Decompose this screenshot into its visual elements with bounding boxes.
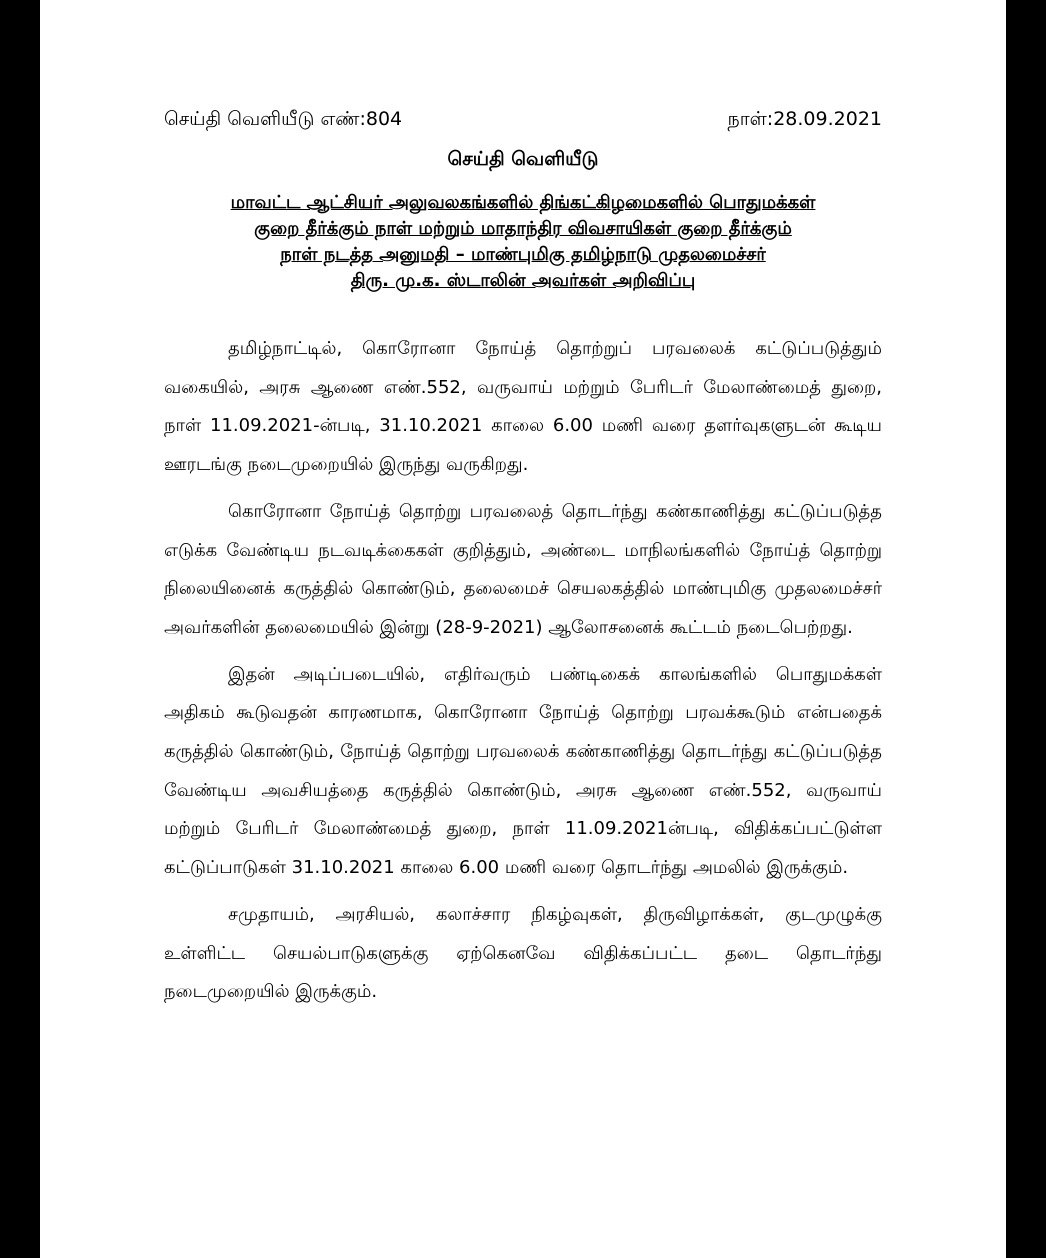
document-body: [164, 330, 882, 1020]
paragraph: தமிழ்நாட்டில், கொரோனா நோய்த் தொற்றுப் பரவலைக் கட்டுப்படுத்தும் வகையில், அரசு ஆணை எண்.552, வருவாய் மற்றும் பேரிடர் மேலாண்மைத் துறை, நாள் 11.09.2021-ன்படி, 31.10.2021 காலை 6.00 மணி வரை தளர்வுகளுடன் கூடிய ஊரடங்கு நடைமுறையில் இருந்து வருகிறது.: [164, 338, 882, 476]
document-title: செய்தி வெளியீடு: [447, 148, 599, 170]
document-heading: [164, 190, 882, 294]
release-number: செய்தி வெளியீடு எண்:804: [164, 108, 403, 130]
document-page: [40, 0, 1006, 1258]
document-header: [164, 108, 882, 138]
heading-line: குறை தீர்க்கும் நாள் மற்றும் மாதாந்திர விவசாயிகள் குறை தீர்க்கும்: [254, 218, 792, 239]
heading-line: நாள் நடத்த அனுமதி – மாண்புமிகு தமிழ்நாடு முதலமைச்சர்: [280, 244, 766, 265]
paragraph: சமுதாயம், அரசியல், கலாச்சார நிகழ்வுகள், திருவிழாக்கள், குடமுழுக்கு உள்ளிட்ட செயல்பாடுகளுக்கு ஏற்கெனவே விதிக்கப்பட்ட தடை தொடர்ந்து நடைமுறையில் இருக்கும்.: [164, 903, 882, 1003]
paragraph: இதன் அடிப்படையில், எதிர்வரும் பண்டிகைக் காலங்களில் பொதுமக்கள் அதிகம் கூடுவதன் காரணமாக, கொரோனா நோய்த் தொற்று பரவக்கூடும் என்பதைக் கருத்தில் கொண்டும், நோய்த் தொற்று பரவலைக் கண்காணித்து தொடர்ந்து கட்டுப்படுத்த வேண்டிய அவசியத்தை கருத்தில் கொண்டும், அரசு ஆணை எண்.552, வருவாய் மற்றும் பேரிடர் மேலாண்மைத் துறை, நாள் 11.09.2021ன்படி, விதிக்கப்பட்டுள்ள கட்டுப்பாடுகள் 31.10.2021 காலை 6.00 மணி வரை தொடர்ந்து அமலில் இருக்கும்.: [164, 663, 882, 879]
heading-line: திரு. மு.க. ஸ்டாலின் அவர்கள் அறிவிப்பு: [350, 270, 696, 291]
heading-line: மாவட்ட ஆட்சியர் அலுவலகங்களில் திங்கட்கிழமைகளில் பொதுமக்கள்: [230, 192, 816, 213]
release-date: நாள்:28.09.2021: [727, 108, 882, 130]
paragraph: கொரோனா நோய்த் தொற்று பரவலைத் தொடர்ந்து கண்காணித்து கட்டுப்படுத்த எடுக்க வேண்டிய நடவடிக்கைகள் குறித்தும், அண்டை மாநிலங்களில் நோய்த் தொற்று நிலையினைக் கருத்தில் கொண்டும், தலைமைச் செயலகத்தில் மாண்புமிகு முதலமைச்சர் அவர்களின் தலைமையில் இன்று (28-9-2021) ஆலோசனைக் கூட்டம் நடைபெற்றது.: [164, 500, 882, 638]
